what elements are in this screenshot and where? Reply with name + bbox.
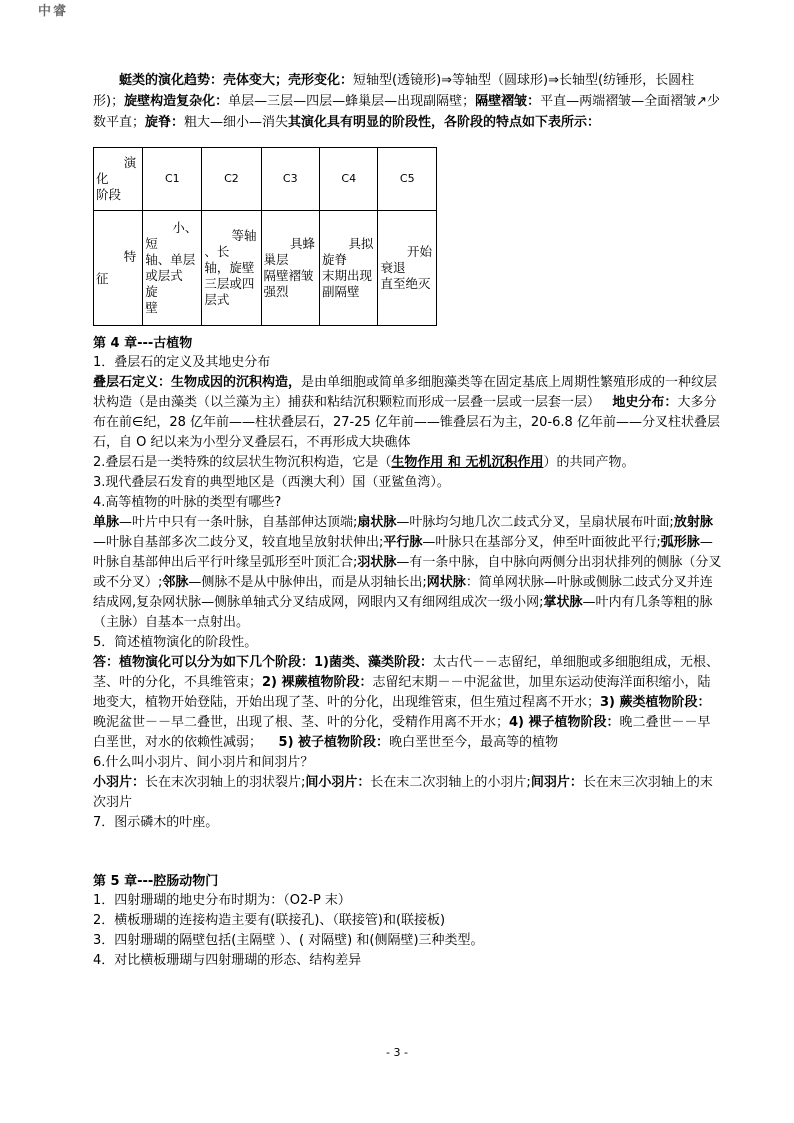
term-label: 间小羽片： (305, 775, 371, 790)
cell-c4 (320, 211, 378, 326)
col-header-c3: C3 (261, 148, 319, 211)
vein-desc: —叶内有几条等粗的脉（主脉）自基本一点射出。 (93, 595, 713, 630)
ch5-question-1: 1．四射珊瑚的地史分布时期为：（O2-P 末） (93, 893, 351, 908)
col-header-c2: C2 (202, 148, 261, 211)
q2-answer: 生物作用 和 无机沉积作用 (391, 455, 544, 470)
q2-suffix: ）的共同产物。 (543, 455, 635, 470)
chapter-4-section (93, 335, 723, 833)
vein-desc: —有一条中脉，自中脉向两侧分出羽状排列的侧脉（分叉或不分叉）; (93, 555, 722, 590)
intro-text-1: 短轴型(透镜形)⇒等轴型（圆球形)⇒长轴型(纺锤形，长圆柱形)； (93, 73, 695, 109)
intro-bold-2: 旋壁构造复杂化： (124, 94, 229, 109)
cell-c1-line: 旋 (145, 284, 158, 299)
table-corner-cell (94, 148, 143, 211)
vein-term: 邻脉 (162, 575, 189, 590)
vein-term: 弧形脉 (660, 535, 700, 550)
cell-c4-line: 末期出现 (322, 268, 373, 283)
col-header-c5: C5 (378, 148, 437, 211)
chapter-4-title: 第 4 章---古植物 (93, 336, 193, 351)
ch4-question-2 (93, 453, 723, 473)
ch4-question-7: 7．图示磷木的叶座。 (93, 815, 219, 830)
page-content (93, 70, 723, 971)
vein-term: 单脉 (93, 515, 120, 530)
row-label-cell (94, 211, 143, 326)
cell-c1-line: 短 (145, 236, 158, 251)
vein-desc: —叶片中只有一条叶脉，自基部伸达顶端; (119, 515, 358, 530)
intro-text-2: 单层—三层—四层—蜂巢层—出现副隔壁； (228, 94, 476, 109)
vein-term: 网状脉 (426, 575, 466, 590)
cell-c5 (378, 211, 437, 326)
stage-label: 4) 裸子植物阶段： (509, 715, 620, 730)
ch4-question-6: 6.什么叫小羽片、间小羽片和间羽片？ (93, 755, 314, 770)
vein-desc: —叶脉只在基部分叉，伸至叶面彼此平行; (422, 535, 661, 550)
stage-label: 3) 蕨类植物阶段： (600, 695, 711, 710)
corner-text-top: 演 (123, 155, 137, 170)
intro-bold-1: 蜓类的演化趋势：壳体变大；壳形变化： (119, 73, 354, 88)
term-label: 间羽片： (530, 775, 583, 790)
ch4-question-3: 3.现代叠层石发育的典型地区是（西澳大利）国（亚鲨鱼湾）。 (93, 475, 450, 490)
cell-c5-line: 开始 (406, 244, 432, 259)
answer-text: 大多分布在前∈纪，28 亿年前——柱状叠层石，27-25 亿年前——锥叠层石为主，20-6.8 亿年前——分叉柱状叠层石，自 O 纪以来为小型分叉叠层石，不再形成大块礁体 (93, 395, 720, 450)
cell-c3 (261, 211, 319, 326)
intro-bold-3: 隔壁褶皱： (475, 94, 541, 109)
vein-desc: —叶脉均匀地几次二歧式分叉，呈扇状展布叶面; (396, 515, 674, 530)
ch5-question-3: 3．四射珊瑚的隔壁包括(主隔壁 ）、( 对隔壁) 和(侧隔壁)三种类型。 (93, 933, 484, 948)
cell-c2-line: 等轴 (231, 228, 257, 243)
stage-desc: 晚白垩世至今，最高等的植物 (389, 735, 559, 750)
answer-text: 是由单细胞或简单多细胞藻类等在固定基底上周期性繁殖形成的一种纹层状构造（是由藻类（以兰藻为主）捕获和粘结沉积颗粒而形成一层叠一层或一层套一层） (93, 375, 718, 410)
ch4-question-4: 4.高等植物的叶脉的类型有哪些? (93, 495, 282, 510)
stage-desc: 晚泥盆世－－早二叠世，出现了根、茎、叶的分化，受精作用离不开水； (93, 715, 510, 730)
cell-c5-line: 直至绝灭 (380, 276, 431, 291)
stage-label: 5) 被子植物阶段： (278, 735, 390, 750)
cell-c4-line: 副隔壁 (322, 284, 360, 299)
col-header-c4: C4 (320, 148, 378, 211)
answer-label: 地史分布： (612, 395, 678, 410)
header-logo: 中睿 (38, 4, 69, 19)
vein-term: 平行脉 (383, 535, 423, 550)
cell-c3-line: 隔壁褶皱 (263, 268, 314, 283)
stage-desc: 太古代－－志留纪，单细胞或多细胞组成，无根、茎、叶的分化，不具维管束； (93, 655, 720, 690)
cell-c2-line: 层式 (204, 292, 230, 307)
answer-label: 叠层石定义： (93, 375, 172, 390)
cell-c5-line: 衰退 (380, 260, 406, 275)
cell-c1-line: 小、 (172, 220, 198, 235)
table-feature-row (94, 211, 437, 326)
vein-desc: —侧脉不是从中脉伸出，而是从羽轴长出; (188, 575, 427, 590)
page-number: - 3 - (386, 1046, 408, 1059)
ch4-answer-4 (93, 513, 723, 633)
cell-c2 (202, 211, 261, 326)
cell-c1 (143, 211, 202, 326)
cell-c2-line: 三层或四 (204, 276, 255, 291)
vein-term: 掌状脉 (543, 595, 583, 610)
cell-c2-line: 、长 (204, 244, 230, 259)
vein-term: 放射脉 (673, 515, 713, 530)
term-desc: 长在末三次羽轴上的末次羽片 (93, 775, 713, 810)
ch4-answer-1 (93, 373, 723, 453)
ch5-question-4: 4．对比横板珊瑚与四射珊瑚的形态、结构差异 (93, 953, 362, 968)
intro-text-4: 粗大—细小—消失 (184, 115, 289, 130)
cell-c1-line: 轴、单层 (145, 252, 196, 267)
q2-prefix: 2.叠层石是一类特殊的纹层状生物沉积构造，它是（ (93, 455, 392, 470)
answer-label: 生物成因的沉积构造， (171, 375, 302, 390)
ch4-answer-6 (93, 773, 723, 813)
corner-text-bot: 阶段 (96, 187, 122, 202)
chapter-5-section (93, 873, 723, 971)
stage-desc: 志留纪末期－－中泥盆世，加里东运动使海洋面积缩小，陆地变大，植物开始登陆，开始出现了茎、叶的分化，出现维管束，但生殖过程离不开水； (93, 675, 711, 710)
col-header-c1: C1 (143, 148, 202, 211)
evolution-table-wrap (93, 147, 723, 326)
row-label-top: 特 (123, 249, 137, 264)
cell-c1-line: 或层式 (145, 268, 183, 283)
row-label-bot: 征 (96, 271, 109, 286)
vein-desc: —叶脉自基部多次二歧分叉，较直地呈放射状伸出; (93, 535, 384, 550)
term-desc: 长在末二次羽轴上的小羽片; (370, 775, 531, 790)
intro-bold-5: 其演化具有明显的阶段性，各阶段的特点如下表所示： (288, 115, 601, 130)
stage-label: 答：植物演化可以分为如下几个阶段：1)菌类、藻类阶段： (93, 655, 433, 670)
cell-c1-line: 壁 (145, 300, 158, 315)
ch4-answer-5 (93, 653, 723, 753)
vein-term: 羽状脉 (357, 555, 397, 570)
cell-c4-line: 旋脊 (322, 252, 348, 267)
intro-text-3: 平直—两端褶皱—全面褶皱↗少数平直； (93, 94, 721, 130)
evolution-stage-table (93, 147, 437, 326)
intro-bold-4: 旋脊： (145, 115, 185, 130)
table-header-row (94, 148, 437, 211)
stage-desc: 晚二叠世－－早白垩世，对水的依赖性减弱； (93, 715, 711, 750)
cell-c2-line: 轴，旋壁 (204, 260, 255, 275)
cell-c3-line: 巢层 (263, 252, 289, 267)
chapter-5-title: 第 5 章---腔肠动物门 (93, 874, 219, 889)
intro-paragraph (93, 70, 723, 133)
ch4-question-1: 1．叠层石的定义及其地史分布 (93, 355, 271, 370)
vein-term: 扇状脉 (357, 515, 397, 530)
corner-text-mid: 化 (96, 171, 109, 186)
vein-desc: ：简单网状脉—叶脉或侧脉二歧式分叉并连结成网,复杂网状脉—侧脉单轴式分叉结成网，网眼内又有细网组成次一级小网; (93, 575, 713, 610)
term-desc: 长在末次羽轴上的羽状裂片; (145, 775, 306, 790)
cell-c3-line: 强烈 (263, 284, 289, 299)
ch4-question-5: 5．简述植物演化的阶段性。 (93, 635, 258, 650)
ch5-question-2: 2．横板珊瑚的连接构造主要有(联接孔)、（联接管)和(联接板) (93, 913, 446, 928)
vein-desc: —叶脉自基部伸出后平行叶缘呈弧形至叶顶汇合; (93, 535, 713, 570)
cell-c3-line: 具蜂 (289, 236, 315, 251)
stage-label: 2) 裸蕨植物阶段： (262, 675, 373, 690)
cell-c4-line: 具拟 (348, 236, 374, 251)
term-label: 小羽片： (93, 775, 146, 790)
